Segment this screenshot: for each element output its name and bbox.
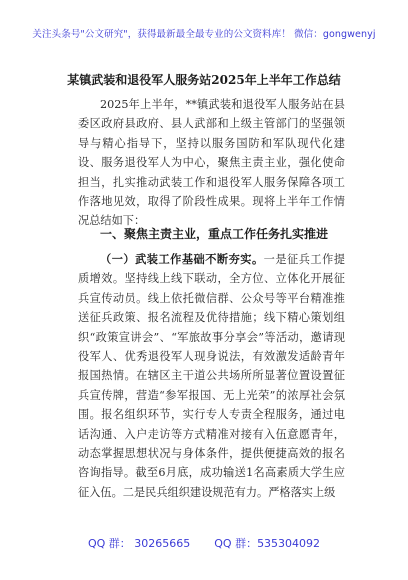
document-title: 某镇武装和退役军人服务站2025年上半年工作总结 bbox=[67, 73, 341, 87]
promo-banner[interactable]: 关注头条号"公文研究"，获得最新最全最专业的公文资料库！ 微信：gongwenyj bbox=[32, 29, 376, 40]
footer-contacts bbox=[0, 535, 408, 551]
intro-paragraph: 2025年上半年，**镇武装和退役军人服务站在县委区政府县政府、县人武部和上级主管部门的坚强领导与精心指导下，坚持以服务国防和军队现代化建设、服务退役军人为中心，聚焦主责主业，强化使命担当，扎实推动武装工作和退役军人服务保障各项工作落地见效，取得了阶段性成果。现将上半年工作情况总结如下： bbox=[78, 98, 345, 228]
subsection-label: （一）武装工作基础不断夯实。 bbox=[100, 252, 264, 266]
qq-group-2[interactable]: QQ 群：535304092 bbox=[214, 537, 321, 550]
section-heading: 一、聚焦主责主业，重点工作任务扎实推进 bbox=[100, 227, 329, 241]
body-paragraph bbox=[78, 250, 345, 502]
qq-group-1[interactable]: QQ 群： 30265665 bbox=[87, 537, 191, 550]
subsection-text: 一是征兵工作提质增效。坚持线上线下联动，全方位、立体化开展征兵宣传动员。线上依托微信群、公众号等平台精准推送征兵政策、报名流程及优待措施；线下精心策划组织“政策宣讲会”、“军旅故事分享会”等活动，邀请现役军人、优秀退役军人现身说法，有效激发适龄青年报国热情。在辖区主干道公共场所所显著位置设置征兵宣传牌，营造“参军报国、无上光荣”的浓厚社会氛围。报名组织环节，实行专人专责全程服务，通过电话沟通、入户走访等方式精准对接有入伍意愿青年，动态掌握思想状况与身体条件，提供便捷高效的报名咨询指导。截至6月底，成功输送1名高素质大学生应征入伍。二是民兵组织建设规范有力。严格落实上级 bbox=[78, 253, 345, 499]
